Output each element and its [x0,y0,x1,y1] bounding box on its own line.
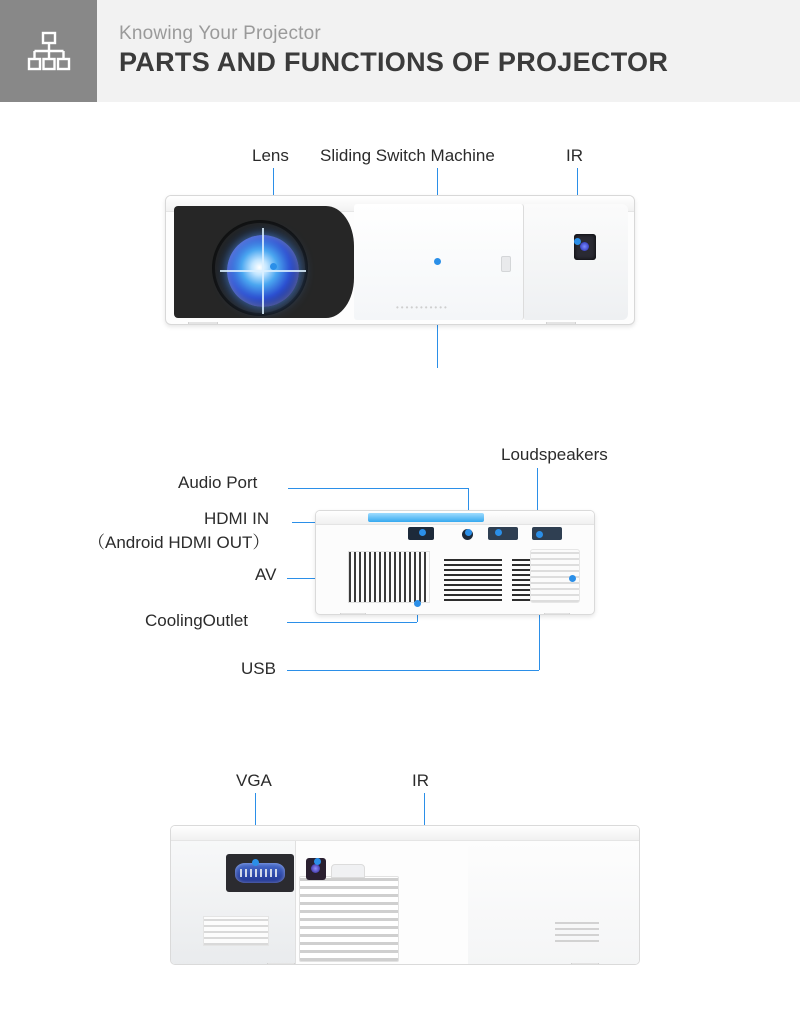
callout-label-android-hdmi-out: （Android HDMI OUT） [88,533,270,552]
side-top-strip [171,826,639,841]
callout-dot-ir-side [314,858,321,865]
vga-port [226,854,294,892]
lens-panel [174,206,354,318]
side-right-face [468,841,640,965]
rear-foot-left [340,613,366,615]
side-foot-right [571,963,599,965]
side-foot-left [267,963,295,965]
rear-port-row [316,527,594,545]
callout-label-vga: VGA [236,771,272,790]
callout-dot-av [495,529,502,536]
vga-pins [240,869,280,877]
lens-barrel [212,220,308,316]
callout-label-ir-side: IR [412,771,429,790]
front-right-face [524,204,628,320]
side-large-vent [299,876,399,962]
usb-port-1 [488,527,518,540]
slider-notch [501,256,511,272]
callout-dot-ir [574,238,581,245]
side-rear-vent [555,922,599,942]
lens-glass [227,235,299,307]
loudspeaker-left [444,559,502,601]
callout-dot-loudspeakers [569,575,576,582]
side-view-diagram [0,755,800,1015]
side-knob [331,864,365,878]
callout-dot-hdmi [419,529,426,536]
callout-label-ir: IR [566,146,583,165]
callout-label-av: AV [255,565,277,584]
side-small-vent [203,916,269,946]
vga-port-inner [235,863,285,883]
callout-dot-usb [536,531,543,538]
front-foot-left [188,322,218,325]
callout-label-loudspeakers: Loudspeakers [501,445,608,464]
rear-foot-right [544,613,570,615]
callout-dot-audio-port [465,529,472,536]
header-text-block [97,0,668,102]
callout-label-hdmi-in: HDMI IN [204,509,270,528]
leader-line-usb-h [287,670,539,671]
leader-line-audio-port-h [288,488,468,489]
callout-dot-sliding-switch [434,258,441,265]
callout-label-audio-port: Audio Port [178,473,258,492]
callout-label-cooling-outlet: CoolingOutlet [145,611,249,630]
leader-line-cooling-h [287,622,417,623]
page-header [0,0,800,102]
projector-side-body [170,825,640,965]
projector-front-body [165,195,635,325]
cooling-outlet-vent [348,551,430,603]
lens-flare-vertical [262,228,264,314]
front-foot-right [546,322,576,325]
callout-dot-lens [270,263,277,270]
projector-rear-body [315,510,595,615]
callout-dot-cooling-outlet [414,600,421,607]
header-icon-box [0,0,97,102]
header-subtitle: Knowing Your Projector [119,23,321,45]
page-title: PARTS AND FUNCTIONS OF PROJECTOR [119,47,669,78]
rear-ports-diagram [0,430,800,680]
ir-led-side [311,864,320,873]
callout-label-lens: Lens [252,146,289,165]
brand-text: ••••••••••• [396,303,449,312]
sitemap-icon [27,31,71,71]
callout-label-sliding-switch-machine: Sliding Switch Machine [320,146,495,165]
callout-label-usb: USB [241,659,276,678]
ir-led-front [580,242,589,251]
rear-blue-slot [368,513,484,522]
front-view-diagram [0,120,800,360]
callout-dot-vga [252,859,259,866]
